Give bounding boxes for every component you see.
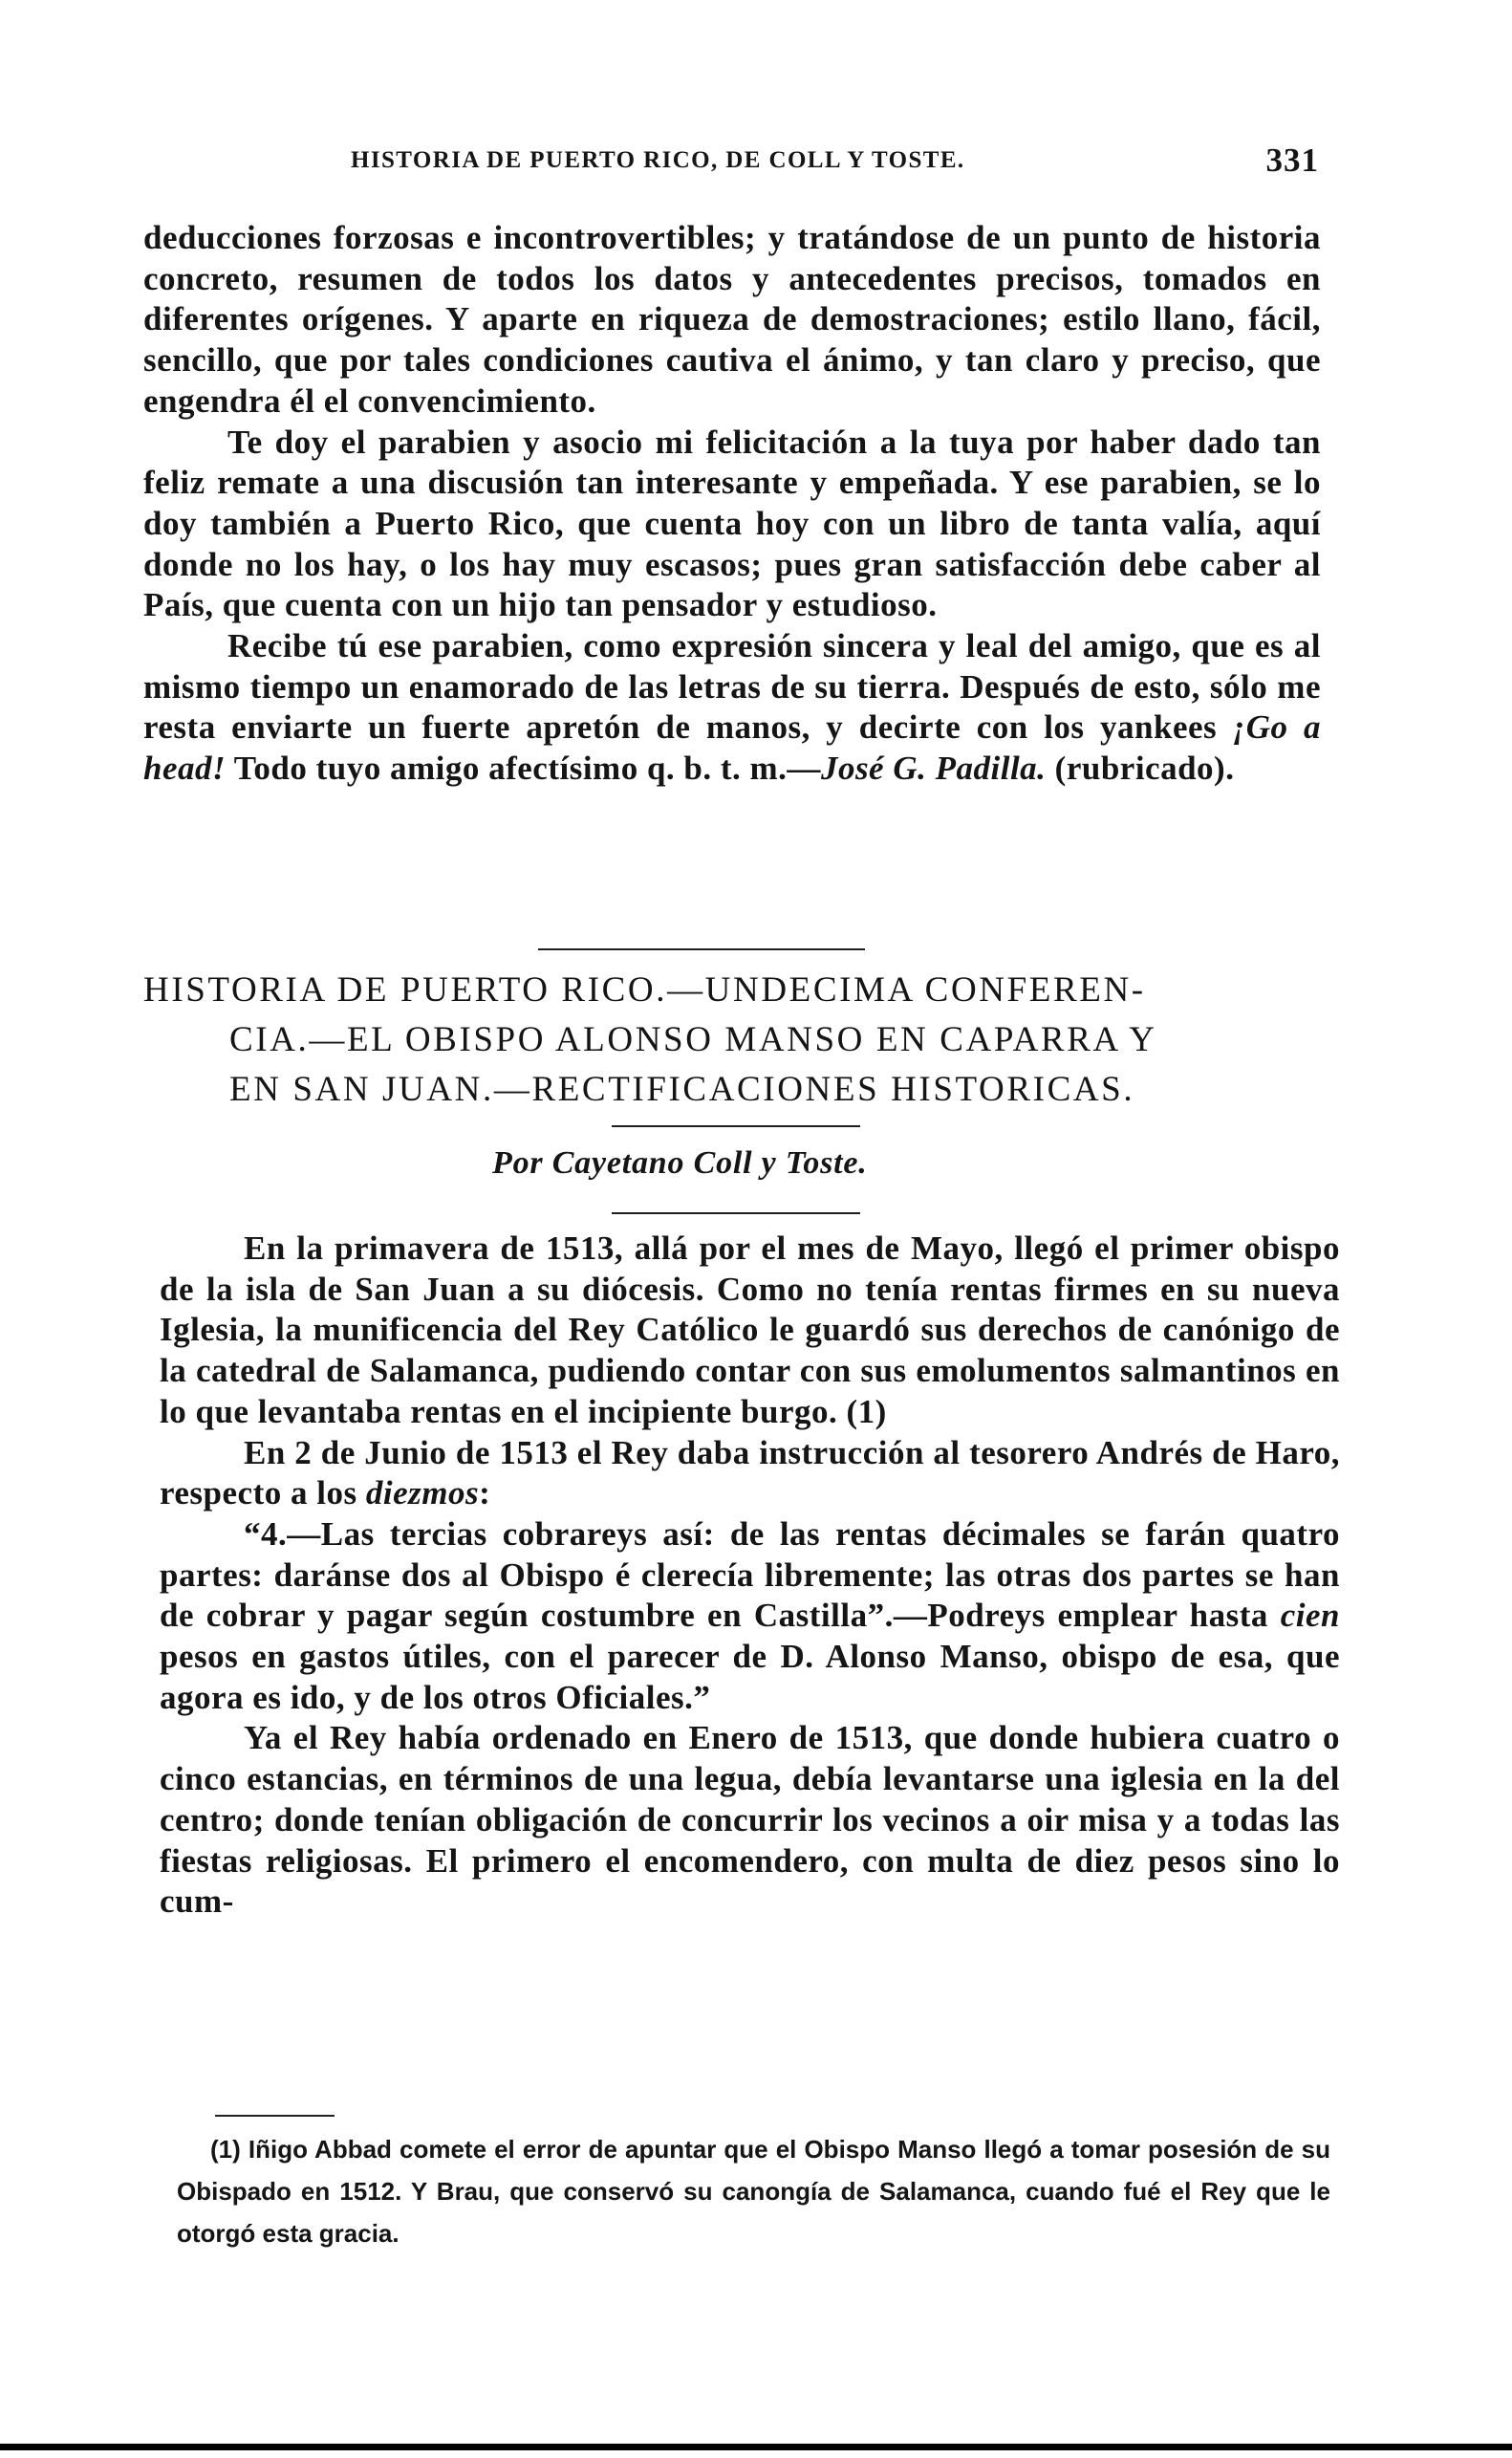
go-ahead-phrase: ¡Go a head! xyxy=(143,708,1321,788)
quoted-instruction-text: pesos en gastos útiles, con el parecer de D. Alonso Manso, obispo de esa, que agora es ido, y de los otros Oficiales.” xyxy=(160,1638,1340,1716)
page-number: 331 xyxy=(1265,141,1319,179)
letter-conclusion xyxy=(143,218,1321,790)
running-header xyxy=(148,141,1319,180)
section-heading-line: HISTORIA DE PUERTO RICO.—UNDECIMA CONFEREN- xyxy=(143,970,1146,1010)
article-body xyxy=(160,1229,1340,1923)
diezmos-term: diezmos xyxy=(365,1474,480,1512)
body-text: En 2 de Junio de 1513 el Rey daba instrucción al tesorero Andrés de Haro, respecto a los xyxy=(160,1433,1340,1512)
letter-signature: José G. Padilla. xyxy=(820,750,1047,788)
section-heading xyxy=(143,966,1338,1115)
body-paragraph: En la primavera de 1513, allá por el mes de Mayo, llegó el primer obispo de la isla de San Juan a su diócesis. Como no tenía rentas firmes en su nueva Iglesia, la munificencia del Rey Católico le guardó sus derechos de canónigo de la catedral de Salamanca, pudiendo contar con sus emolumentos salmantinos en lo que levantaba rentas en el incipiente burgo. (1) xyxy=(160,1229,1340,1430)
running-title: HISTORIA DE PUERTO RICO, DE COLL Y TOSTE. xyxy=(351,147,965,173)
letter-paragraph: Te doy el parabien y asocio mi felicitación a la tuya por haber dado tan feliz remate a una discusión tan interesante y empeñada. Y ese parabien, se lo doy también a Puerto Rico, que cuenta hoy con un libro de tanta valía, aquí donde no los hay, o los hay muy escasos; pues gran satisfacción debe caber al País, que cuenta con un hijo tan pensador y estudioso. xyxy=(143,423,1321,624)
footnote-text: Iñigo Abbad comete el error de apuntar que el Obispo Manso llegó a tomar posesión de su Obispado en 1512. Y Brau, que conservó su canongía de Salamanca, cuando fué el Rey que le otorgó esta gracia. xyxy=(177,2135,1330,2248)
letter-paragraph: deducciones forzosas e incontrovertibles; y tratándose de un punto de historia concreto, resumen de todos los datos y antecedentes precisos, tomados en diferentes orígenes. Y aparte en riqueza de demostraciones; estilo llano, fácil, sencillo, que por tales condiciones cautiva el ánimo, y tan claro y preciso, que engendra él el convencimiento. xyxy=(143,219,1321,420)
body-paragraph: Ya el Rey había ordenado en Enero de 1513, que donde hubiera cuatro o cinco estancias, en términos de una legua, debía levantarse una iglesia en la del centro; donde tenían obligación de concurrir los vecinos a oir misa y a todas las fiestas religiosas. El primero el encomendero, con multa de diez pesos sino lo cum- xyxy=(160,1719,1340,1921)
footnote-marker: (1) xyxy=(210,2135,241,2164)
section-divider xyxy=(538,948,865,950)
quoted-instruction-text: “4.—Las tercias cobrareys así: de las rentas décimales se farán quatro partes: daránse dos al Obispo é clerecía libremente; las otras dos partes se han de cobrar y pagar según costumbre en Castilla”.—Podreys emplear hasta xyxy=(160,1514,1340,1635)
author-line: Por Cayetano Coll y Toste. xyxy=(492,1145,868,1181)
section-heading-line: EN SAN JUAN.—RECTIFICACIONES HISTORICAS. xyxy=(229,1070,1135,1109)
section-heading-line: CIA.—EL OBISPO ALONSO MANSO EN CAPARRA Y xyxy=(229,1020,1157,1059)
quoted-instruction xyxy=(160,1514,1340,1719)
letter-closing-text: (rubricado). xyxy=(1046,750,1235,788)
scan-bottom-border xyxy=(0,2444,1512,2450)
letter-closing-text: Todo tuyo amigo afectísimo q. b. t. m.— xyxy=(226,750,821,788)
body-text: : xyxy=(479,1474,491,1512)
body-paragraph xyxy=(160,1433,1340,1514)
cien-term: cien xyxy=(1280,1597,1340,1635)
letter-closing-paragraph xyxy=(143,626,1321,790)
author-divider xyxy=(612,1212,860,1214)
letter-closing-text: Recibe tú ese parabien, como expresión sincera y leal del amigo, que es al mismo tiempo un enamorado de las letras de su tierra. Después de esto, sólo me resta enviarte un fuerte apretón de manos, y decirte con los yankees xyxy=(143,627,1321,747)
footnote xyxy=(177,2128,1330,2254)
heading-divider xyxy=(612,1125,860,1127)
footnote-divider xyxy=(215,2115,335,2117)
